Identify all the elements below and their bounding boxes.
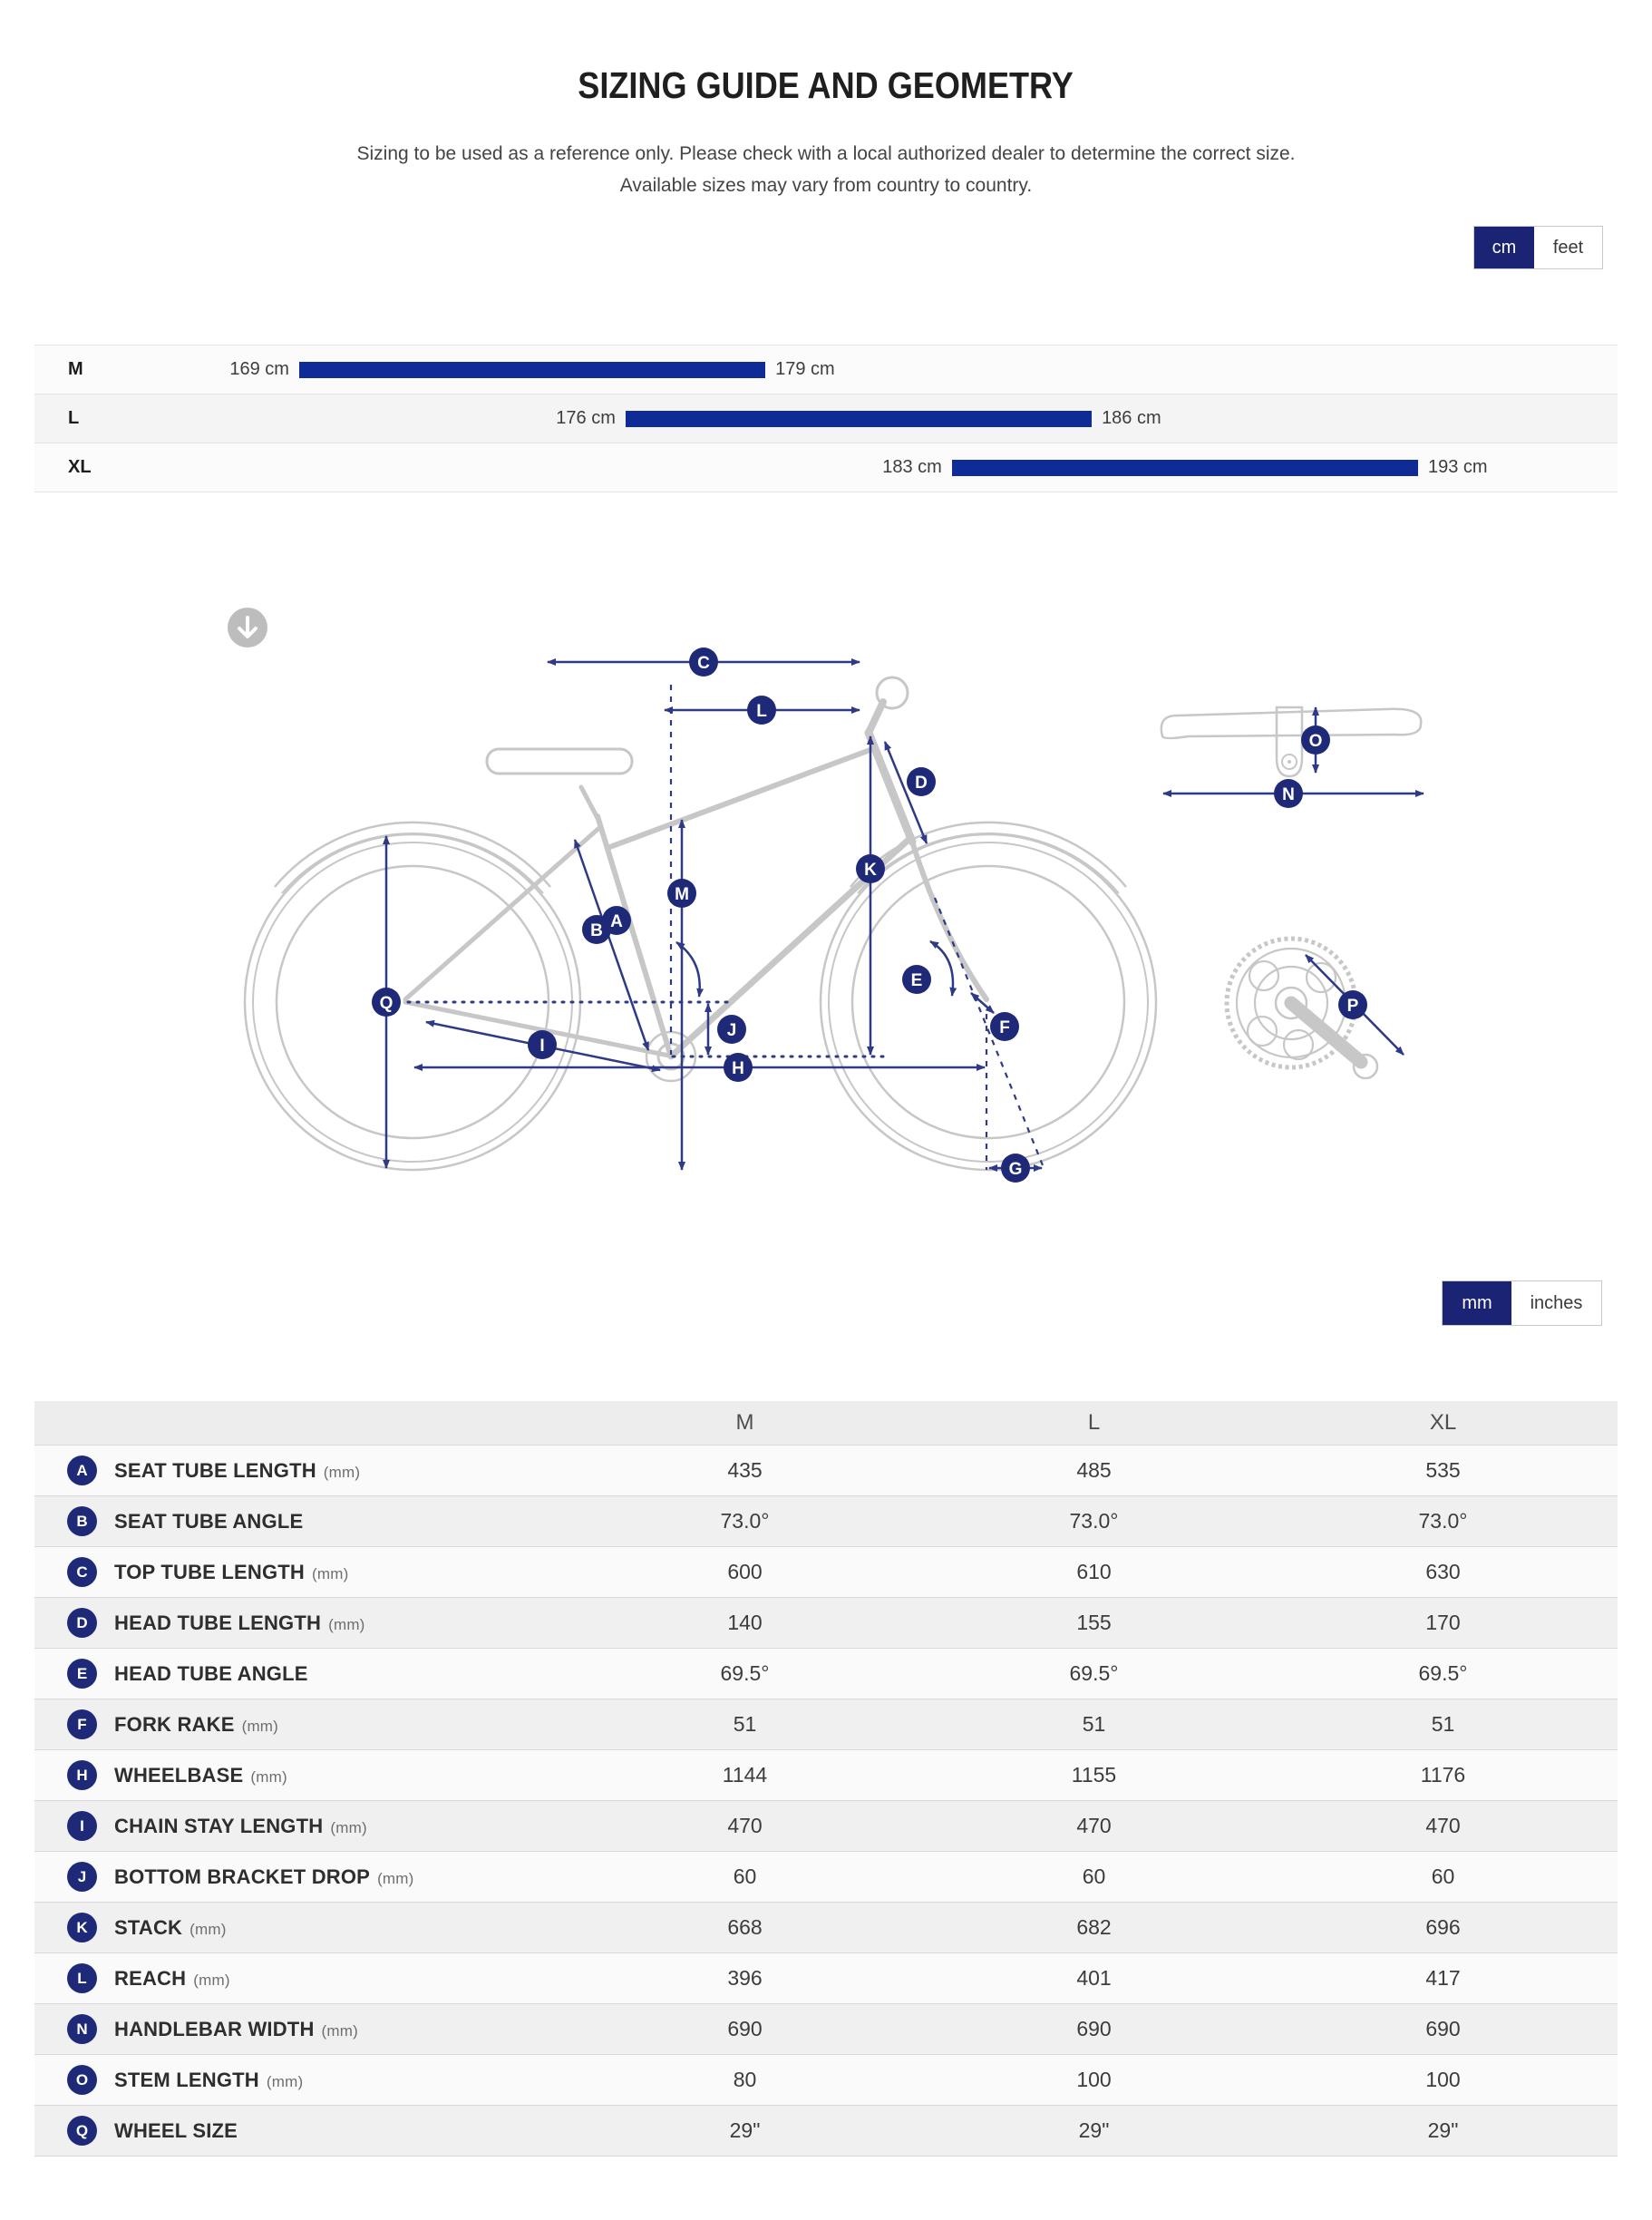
value-l: 155	[1076, 1611, 1112, 1634]
height-min-label: 176 cm	[556, 408, 616, 428]
value-xl: 630	[1425, 1560, 1461, 1583]
value-m: 435	[727, 1458, 763, 1482]
table-row-b	[34, 1495, 1618, 1546]
dim-arc-B	[676, 942, 700, 997]
value-xl: 690	[1425, 2017, 1461, 2040]
dim-badge-h: H	[67, 1760, 97, 1790]
frame-tubes	[405, 733, 986, 1081]
row-label: STACK (mm)	[114, 1915, 227, 1939]
value-m: 600	[727, 1560, 763, 1583]
table-row-q	[34, 2105, 1618, 2157]
diagram-badge-L	[747, 696, 776, 725]
diagram-badge-B	[582, 915, 611, 944]
row-label: STEM LENGTH (mm)	[114, 2068, 304, 2091]
value-m: 60	[733, 1865, 757, 1888]
dim-badge-d: D	[67, 1608, 97, 1638]
diagram-badge-D	[907, 767, 936, 796]
row-unit: (mm)	[266, 2072, 304, 2090]
dim-badge-n: N	[67, 2014, 97, 2044]
grip-side	[877, 677, 908, 708]
header-col-l: L	[1087, 1410, 1101, 1435]
row-label: WHEEL SIZE	[114, 2118, 238, 2142]
value-l: 51	[1082, 1712, 1106, 1736]
table-row-k	[34, 1902, 1618, 1952]
row-unit: (mm)	[330, 1818, 367, 1836]
rear-fender	[275, 823, 550, 887]
size-label: L	[68, 408, 80, 428]
value-xl: 1176	[1420, 1763, 1466, 1787]
diagram-badge-Q	[372, 988, 401, 1017]
svg-text:C: C	[697, 654, 710, 673]
svg-text:O: O	[1308, 732, 1323, 751]
row-label: BOTTOM BRACKET DROP (mm)	[114, 1865, 414, 1888]
diagram-badge-C	[689, 648, 718, 677]
size-row-xl	[34, 443, 1618, 492]
height-range-bar	[299, 362, 765, 378]
height-max-label: 193 cm	[1428, 457, 1488, 477]
svg-text:K: K	[864, 861, 877, 880]
row-label-cell	[34, 1913, 570, 1942]
dim-arc-E	[930, 941, 953, 996]
row-unit: (mm)	[193, 1971, 230, 1989]
row-label: HANDLEBAR WIDTH (mm)	[114, 2017, 358, 2040]
table-row-l	[34, 1952, 1618, 2003]
value-l: 29"	[1078, 2118, 1110, 2142]
seat-stay	[405, 827, 600, 999]
saddle	[487, 749, 632, 774]
header-col-xl: XL	[1429, 1410, 1457, 1435]
table-row-f	[34, 1699, 1618, 1749]
svg-text:N: N	[1282, 785, 1295, 804]
handlebar-top-view	[1161, 707, 1421, 776]
row-label-cell	[34, 1811, 570, 1841]
page-title: SIZING GUIDE AND GEOMETRY	[578, 64, 1074, 107]
diagram-badge-J	[717, 1015, 746, 1044]
svg-text:H: H	[732, 1059, 744, 1078]
svg-text:Q: Q	[379, 994, 394, 1013]
geometry-table	[34, 1401, 1618, 2157]
value-l: 470	[1076, 1814, 1112, 1837]
disclaimer-line-1: Sizing to be used as a reference only. Please check with a local authorized dealer to determine the correct size.	[356, 143, 1296, 164]
svg-text:J: J	[726, 1021, 737, 1040]
top-tube	[607, 748, 875, 848]
dim-badge-i: I	[67, 1811, 97, 1841]
value-l: 69.5°	[1069, 1661, 1119, 1685]
dim-badge-l: L	[67, 1963, 97, 1993]
value-xl: 69.5°	[1418, 1661, 1468, 1685]
dim-badge-o: O	[67, 2065, 97, 2095]
disclaimer-line-2: Available sizes may vary from country to country.	[619, 175, 1033, 196]
geometry-unit-toggle	[1442, 1280, 1602, 1326]
row-label-cell	[34, 1709, 570, 1739]
dim-badge-q: Q	[67, 2116, 97, 2146]
geometry-table-body	[34, 1445, 1618, 2157]
geometry-table-header	[34, 1401, 1618, 1445]
diagram-badge-K	[856, 854, 885, 883]
svg-text:A: A	[610, 912, 623, 931]
height-unit-toggle	[1473, 226, 1603, 269]
row-label: SEAT TUBE LENGTH (mm)	[114, 1458, 361, 1482]
row-unit: (mm)	[241, 1717, 279, 1735]
stem-top-view	[1277, 707, 1302, 776]
value-xl: 170	[1425, 1611, 1461, 1634]
rider-height-chart	[34, 345, 1618, 492]
value-m: 51	[733, 1712, 757, 1736]
diagram-badge-M	[667, 879, 696, 908]
row-unit: (mm)	[377, 1869, 414, 1887]
row-label-cell	[34, 1963, 570, 1993]
table-row-c	[34, 1546, 1618, 1597]
scroll-down-button[interactable]	[228, 608, 267, 648]
row-label: HEAD TUBE ANGLE	[114, 1661, 308, 1685]
height-max-label: 179 cm	[775, 359, 835, 379]
diagram-badge-E	[902, 965, 931, 994]
size-label: M	[68, 359, 83, 379]
row-label: CHAIN STAY LENGTH (mm)	[114, 1814, 367, 1837]
size-row-l	[34, 394, 1618, 443]
size-label: XL	[68, 457, 92, 477]
table-row-d	[34, 1597, 1618, 1648]
value-xl: 470	[1425, 1814, 1461, 1837]
dim-badge-a: A	[67, 1456, 97, 1485]
value-xl: 73.0°	[1418, 1509, 1468, 1533]
row-label: WHEELBASE (mm)	[114, 1763, 287, 1787]
diagram-badge-O	[1301, 725, 1330, 755]
value-l: 485	[1076, 1458, 1112, 1482]
value-m: 69.5°	[720, 1661, 770, 1685]
row-unit: (mm)	[189, 1920, 227, 1938]
row-label-cell	[34, 2065, 570, 2095]
value-l: 73.0°	[1069, 1509, 1119, 1533]
toggle-inches-button[interactable]: inches	[1511, 1281, 1601, 1325]
row-unit: (mm)	[250, 1767, 287, 1786]
geometry-diagram	[154, 580, 1496, 1251]
dim-badge-c: C	[67, 1557, 97, 1587]
row-label-cell	[34, 1506, 570, 1536]
height-range-bar	[626, 411, 1092, 427]
value-m: 470	[727, 1814, 763, 1837]
svg-text:M: M	[675, 885, 689, 904]
row-unit: (mm)	[328, 1615, 365, 1633]
row-label-cell	[34, 1760, 570, 1790]
value-xl: 51	[1431, 1712, 1455, 1736]
row-label-cell	[34, 2014, 570, 2044]
value-m: 73.0°	[720, 1509, 770, 1533]
value-m: 396	[727, 1966, 763, 1990]
value-m: 668	[727, 1915, 763, 1939]
head-tube	[869, 733, 912, 842]
bike-outline	[245, 677, 1156, 1170]
dim-badge-j: J	[67, 1862, 97, 1892]
row-label-cell	[34, 1659, 570, 1689]
value-xl: 60	[1431, 1865, 1455, 1888]
table-row-i	[34, 1800, 1618, 1851]
height-min-label: 169 cm	[229, 359, 289, 379]
value-m: 29"	[729, 2118, 761, 2142]
svg-text:I: I	[539, 1037, 545, 1056]
dim-badge-b: B	[67, 1506, 97, 1536]
value-l: 682	[1076, 1915, 1112, 1939]
value-l: 610	[1076, 1560, 1112, 1583]
row-label: SEAT TUBE ANGLE	[114, 1509, 304, 1533]
row-label-cell	[34, 1608, 570, 1638]
row-label: HEAD TUBE LENGTH (mm)	[114, 1611, 365, 1634]
diagram-badge-N	[1274, 779, 1303, 808]
value-l: 100	[1076, 2068, 1112, 2091]
value-m: 1144	[722, 1763, 768, 1787]
value-l: 401	[1076, 1966, 1112, 1990]
table-row-h	[34, 1749, 1618, 1800]
diagram-badge-P	[1338, 990, 1367, 1019]
table-row-o	[34, 2054, 1618, 2105]
table-row-a	[34, 1445, 1618, 1495]
diagram-badge-F	[990, 1012, 1019, 1041]
height-range-bar	[952, 460, 1418, 476]
svg-text:G: G	[1008, 1160, 1023, 1179]
svg-text:F: F	[999, 1018, 1010, 1037]
value-xl: 535	[1425, 1458, 1461, 1482]
row-label: TOP TUBE LENGTH (mm)	[114, 1560, 349, 1583]
row-unit: (mm)	[321, 2021, 358, 2040]
svg-text:D: D	[915, 774, 928, 793]
svg-text:E: E	[910, 971, 923, 990]
table-row-e	[34, 1648, 1618, 1699]
value-xl: 696	[1425, 1915, 1461, 1939]
header-col-m: M	[735, 1410, 754, 1435]
dim-badge-e: E	[67, 1659, 97, 1689]
row-label: REACH (mm)	[114, 1966, 230, 1990]
row-unit: (mm)	[311, 1564, 349, 1582]
svg-text:L: L	[756, 702, 767, 721]
row-label-cell	[34, 2116, 570, 2146]
value-xl: 100	[1425, 2068, 1461, 2091]
dim-badge-f: F	[67, 1709, 97, 1739]
height-min-label: 183 cm	[882, 457, 942, 477]
table-row-j	[34, 1851, 1618, 1902]
toggle-cm-button[interactable]: cm	[1474, 227, 1534, 268]
toggle-mm-button[interactable]: mm	[1443, 1281, 1511, 1325]
table-row-n	[34, 2003, 1618, 2054]
stem-side	[869, 702, 883, 733]
size-row-m	[34, 346, 1618, 394]
diagram-badge-H	[724, 1053, 753, 1082]
row-label-cell	[34, 1557, 570, 1587]
value-m: 140	[727, 1611, 763, 1634]
height-max-label: 186 cm	[1102, 408, 1161, 428]
dim-badge-k: K	[67, 1913, 97, 1942]
row-label: FORK RAKE (mm)	[114, 1712, 279, 1736]
value-l: 60	[1082, 1865, 1106, 1888]
value-xl: 29"	[1427, 2118, 1459, 2142]
row-label-cell	[34, 1862, 570, 1892]
row-label-cell	[34, 1456, 570, 1485]
diagram-badge-G	[1001, 1154, 1030, 1183]
value-m: 690	[727, 2017, 763, 2040]
diagram-badge-I	[528, 1030, 557, 1059]
svg-text:P: P	[1346, 997, 1359, 1016]
value-xl: 417	[1425, 1966, 1461, 1990]
value-l: 690	[1076, 2017, 1112, 2040]
sizing-disclaimer	[0, 138, 1652, 201]
svg-text:B: B	[590, 921, 603, 940]
toggle-feet-button[interactable]: feet	[1534, 227, 1602, 268]
dimension-arrows	[386, 662, 1424, 1170]
value-m: 80	[733, 2068, 757, 2091]
seat-post	[581, 787, 598, 820]
row-unit: (mm)	[323, 1463, 361, 1481]
value-l: 1155	[1071, 1763, 1117, 1787]
